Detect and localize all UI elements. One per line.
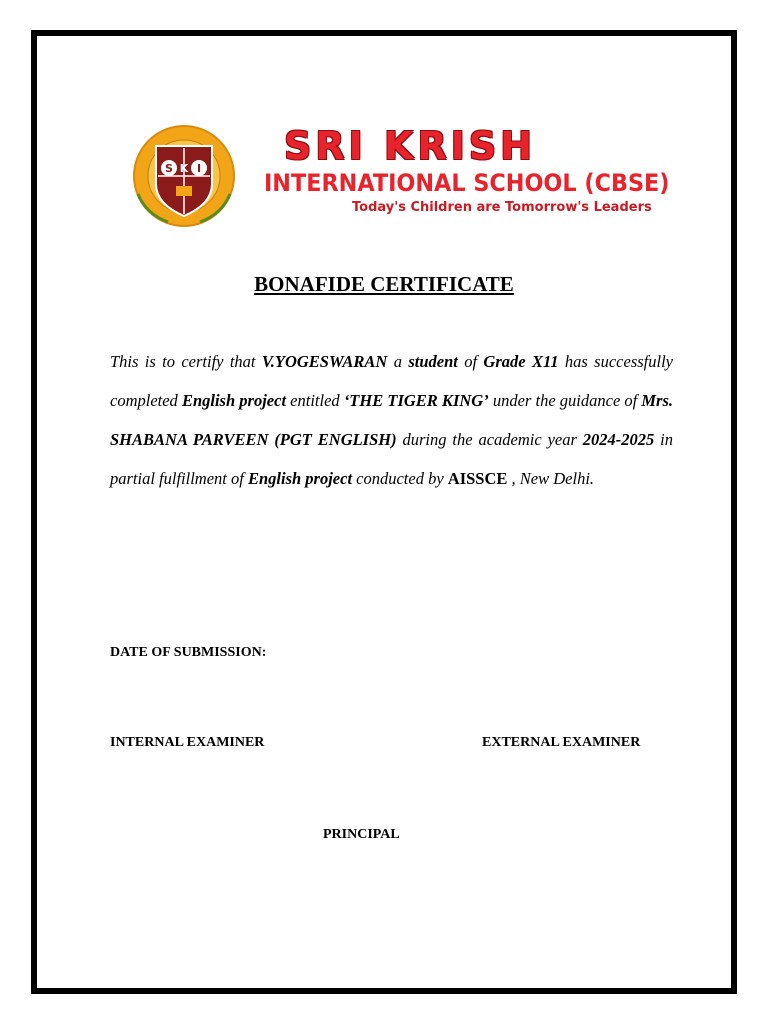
grade: Grade X11 <box>483 352 559 371</box>
principal-label: PRINCIPAL <box>323 827 400 842</box>
body-text-segment: of <box>457 352 484 371</box>
svg-text:S: S <box>165 162 173 175</box>
body-text-segment: during the academic year <box>396 430 583 449</box>
body-text-segment: entitled <box>286 391 344 410</box>
body-text-segment: This is to certify that <box>110 352 262 371</box>
academic-year: 2024-2025 <box>582 430 655 449</box>
external-examiner-label: EXTERNAL EXAMINER <box>482 735 641 750</box>
subject-project: English project <box>247 469 353 488</box>
school-subtitle: INTERNATIONAL SCHOOL (CBSE) <box>264 169 670 197</box>
svg-text:I: I <box>196 162 202 175</box>
school-seal-icon <box>116 124 256 229</box>
body-text-segment: has successfully completed <box>110 352 673 410</box>
guide-name: Mrs. SHABANA PARVEEN (PGT ENGLISH) <box>110 391 674 449</box>
body-text-segment: a <box>387 352 409 371</box>
subject-project: English project <box>181 391 287 410</box>
body-text-segment: in partial fulfillment of <box>110 430 674 488</box>
certificate-page <box>31 30 737 994</box>
body-text-segment: conducted by <box>352 469 448 488</box>
school-tagline: Today's Children are Tomorrow's Leaders <box>352 200 652 215</box>
project-title: ‘THE TIGER KING’ <box>343 391 489 410</box>
student-name: V.YOGESWARAN <box>261 352 388 371</box>
date-of-submission-label: DATE OF SUBMISSION: <box>110 645 267 660</box>
student-word: student <box>408 352 458 371</box>
board-name: AISSCE <box>447 469 508 488</box>
body-text-segment: under the guidance of <box>488 391 642 410</box>
body-text-segment: , New Delhi. <box>507 469 595 488</box>
internal-examiner-label: INTERNAL EXAMINER <box>110 735 265 750</box>
svg-text:K: K <box>179 162 189 175</box>
certificate-title: BONAFIDE CERTIFICATE <box>254 272 514 296</box>
certificate-body <box>110 342 673 498</box>
school-name: SRI KRISH <box>284 124 537 168</box>
school-logo-banner <box>116 124 716 229</box>
